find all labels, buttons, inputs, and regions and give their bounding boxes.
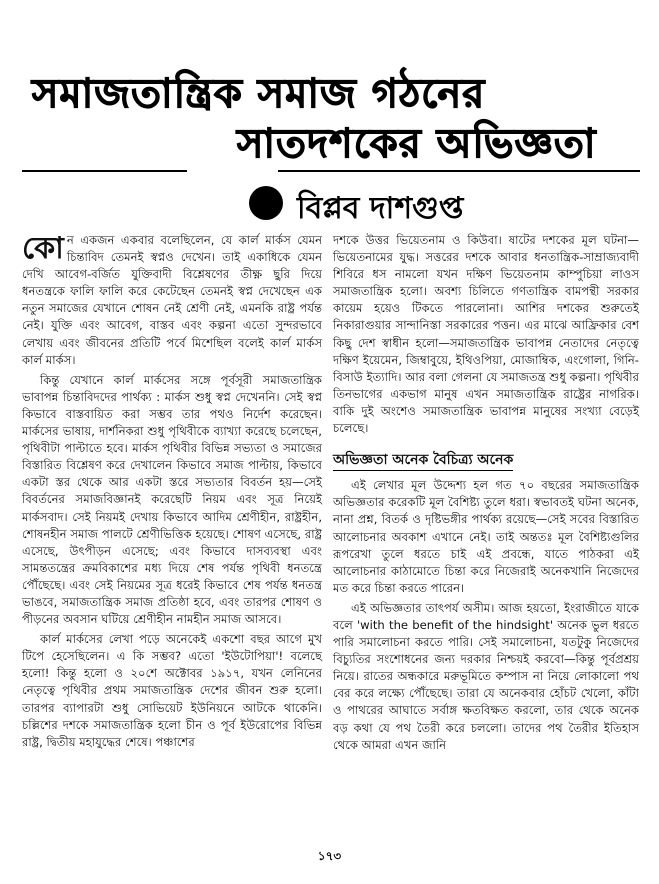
paragraph <box>22 232 322 369</box>
paragraph: এই অভিজ্ঞতার তাৎপর্য অসীম। আজ হয়তো, ইংরাজীতে যাকে বলে 'with the benefit of the hindsight' অনেক ভুল ধরতে পারি সমালোচনা করতে পারি। সেই সমালোচনা, যতটুকু নিজেদের বিচ্যুতির সংশোধনের জন্য দরকার নিশ্চয়ই করবো—কিন্তু পূর্বপ্রশ্রয় নিয়ে। রাতের অন্ধকারে মরুভূমিতে কম্পাস না নিয়ে লোকালো পথ বের করে লক্ষ্যে পৌঁছেছে। তারা যে অনেকবার হোঁচট খেলো, কাঁটা ও পাথরের আঘাতে সর্বাঙ্গ ক্ষতবিক্ষত করলো, তার থেকে অনেক বড় কথা যে পথ তৈরী করে চললো। তাদের পথ তৈরীর ইতিহাস থেকে আমরা এখন জানি <box>333 600 639 752</box>
paragraph-text: ন একজন একবার বলেছিলেন, যে কার্ল মার্কস যেমন চিন্তাবিদ তেমনই স্বপ্নও দেখেন। তাই একাধিকে যেমন দেখি আবেগ-বর্জিত যুক্তিবাদী বিশ্লেষণের তীক্ষ্ণ ছুরি দিয়ে ধনতন্ত্রকে ফালি ফালি করে কেটেছেন তেমনই স্বপ্ন দেখেছেন এক নতুন সমাজের যেখানে শোষন নেই শ্রেণী নেই, এমনকি রাষ্ট্র পর্যন্ত নেই। যুক্তি এবং আবেগ, বাস্তব এবং কল্পনা এতো সুন্দরভাবে লেখায় এবং জীবনের প্রতিটি পর্বে মিশেছিল বলেই কার্ল মার্কস কার্ল মার্কস। <box>22 233 322 367</box>
paragraph: দশকে উত্তর ভিয়েতনাম ও কিউবা। ষাটের দশকের মূল ঘটনা—ভিয়েতনামের যুদ্ধ। সত্তরের দশকে আবার ধনতান্ত্রিক-সাম্রাজ্যবাদী শিবিরে ধস নামলো যখন দক্ষিণ ভিয়েতনাম কাম্পুচিয়া লাওস সমাজতান্ত্রিক হলো। অবশ্য চিলিতে গণতান্ত্রিক বামপন্থী সরকার কায়েম হয়েও টিকতে পারলোনা। আশির দশকের শুরুতেই নিকারাগুয়ার সান্দানিস্তা সরকারের পত্তন। এর মাঝে আফ্রিকার বেশ কিছু দেশ স্বাধীন হলো—সমাজতান্ত্রিক ভাবাপন্ন নেতাদের নেতৃত্বে দক্ষিণ ইয়েমেন, জিম্বাবুয়ে, ইথিওপিয়া, মোজাম্বিক, এংগোলা, গিনি-বিসাউ ইত্যাদি। আর বলা গেলনা যে সমাজতন্ত্র শুধু কল্পনা। পৃথিবীর তিনভাগের একভাগ মানুষ এখন সমাজতান্ত্রিক রাষ্ট্রের নাগরিক। বাকি দুই অংশেও সমাজতান্ত্রিক ভাবাপন্ন মানুষের সংখ্যা বেড়েই চলেছে। <box>333 233 639 436</box>
title-rule-right <box>278 170 640 172</box>
left-column <box>22 232 322 754</box>
paragraph: কার্ল মার্কসের লেখা পড়ে অনেকেই একশো বছর আগে মুখ টিপে হেসেছিলেন। এ কি সম্ভব? এতো 'ইউটোপিয়া'! বলেছে হলো! কিন্তু হলো ও ২০শে অক্টোবর ১৯১৭, যখন লেনিনের নেতৃত্বে পৃথিবীর প্রথম সমাজতান্ত্রিক দেশের জীবন শুরু হলো। তারপর ব্যাপারটা শুধু সোভিয়েট ইউনিয়নে আটকে থাকেনি। চল্লিশের দশকে সমাজতান্ত্রিক হলো চীন ও পূর্ব ইউরোপের বিভিন্ন রাষ্ট্র, দ্বিতীয় মহাযুদ্ধের শেষে। পঞ্চাশের <box>22 632 322 749</box>
title-line-1: সমাজতান্ত্রিক সমাজ গঠনের <box>32 71 486 117</box>
page-number: ১৭৩ <box>317 849 342 863</box>
article-title <box>22 58 642 176</box>
section-heading: অভিজ্ঞতা অনেক বৈচিত্র্য অনেক <box>333 452 513 471</box>
title-rule-left <box>22 170 187 172</box>
paragraph: কিন্তু যেখানে কার্ল মার্কসের সঙ্গে পূর্বসূরী সমাজতান্ত্রিক ভাবাপন্ন চিন্তাবিদদের পার্থক্য : মার্কস শুধু স্বপ্ন দেখেননি। সেই স্বপ্ন কিভাবে বাস্তবায়িত করা সম্ভব তার পথও নির্দেশ করেছেন। মার্কসের ভাষায়, দার্শনিকরা শুধু পৃথিবীকে ব্যাখ্যা করেছে চলেছেন, পৃথিবীটা পাল্টাতে হবে। মার্কস পৃথিবীর বিভিন্ন সভ্যতা ও সমাজের বিস্তারিত বিশ্লেষণ করে দেখালেন কিভাবে সমাজ পাল্টায়, কিভাবে একটা স্তর থেকে আর একটা স্তরে সভ্যতার বিবর্তন হয়—সেই বিবর্তনের সমাজবিজ্ঞানই করেছেটি নিয়ম এবং সূত্র নিয়েই মার্কসবাদ। সেই নিয়মই দেখায় কিভাবে আদিম শ্রেণীহীন, রাষ্ট্রহীন, শোষনহীন সমাজ পালটে শ্রেণীভিত্তিক হয়েছে। শোষণ এসেছে, রাষ্ট্র এসেছে, উৎপীড়ন এসেছে; এবং কিভাবে দাসব্যবস্থা এবং সামন্ততন্ত্রের ক্রমবিকাশের মধ্য দিয়ে শেষ পর্যন্ত পৃথিবী ধনতন্ত্রে পৌঁছেছে। এবং সেই নিয়মের সূত্র ধরেই কিভাবে শেষ পর্যন্ত ধনতন্ত্র ভাঙবে, সমাজতান্ত্রিক সমাজ প্রতিষ্ঠা হবে, এবং তারপর শোষণ ও পীড়নের অবসান ঘটিয়ে শ্রেণীহীন নামহীন সমাজ আসবে। <box>22 372 322 627</box>
right-column <box>333 232 639 757</box>
drop-cap: কো <box>22 231 64 266</box>
author-bullet-icon <box>249 186 283 220</box>
title-line-2: সাতদশকের অভিজ্ঞতা <box>237 121 597 167</box>
author-name: বিপ্লব দাশগুপ্ত <box>297 191 464 226</box>
paragraph: এই লেখার মূল উদ্দেশ্য হল গত ৭০ বছরের সমাজতান্ত্রিক অভিজ্ঞতার করেকটি মূল বৈশিষ্ট্য তুলে ধরা। স্বভাবতই ঘটনা অনেক, নানা প্রশ্ন, বিতর্ক ও দৃষ্টিভঙ্গীর পার্থক্য রয়েছে—সেই সবের বিস্তারিত আলোচনার অবকাশ এখানে নেই। তাই অন্ততঃ মূল বৈশিষ্ট্যগুলির রূপরেখা তুলে ধরতে চাই এই প্রবন্ধে, যাতে পাঠকরা এই আলোচনার কাঠামোতে চিন্তা করে নিজেরাই অনেকখানি নিজেদের মত করে চিন্তা করতে পারেন। <box>333 478 639 595</box>
